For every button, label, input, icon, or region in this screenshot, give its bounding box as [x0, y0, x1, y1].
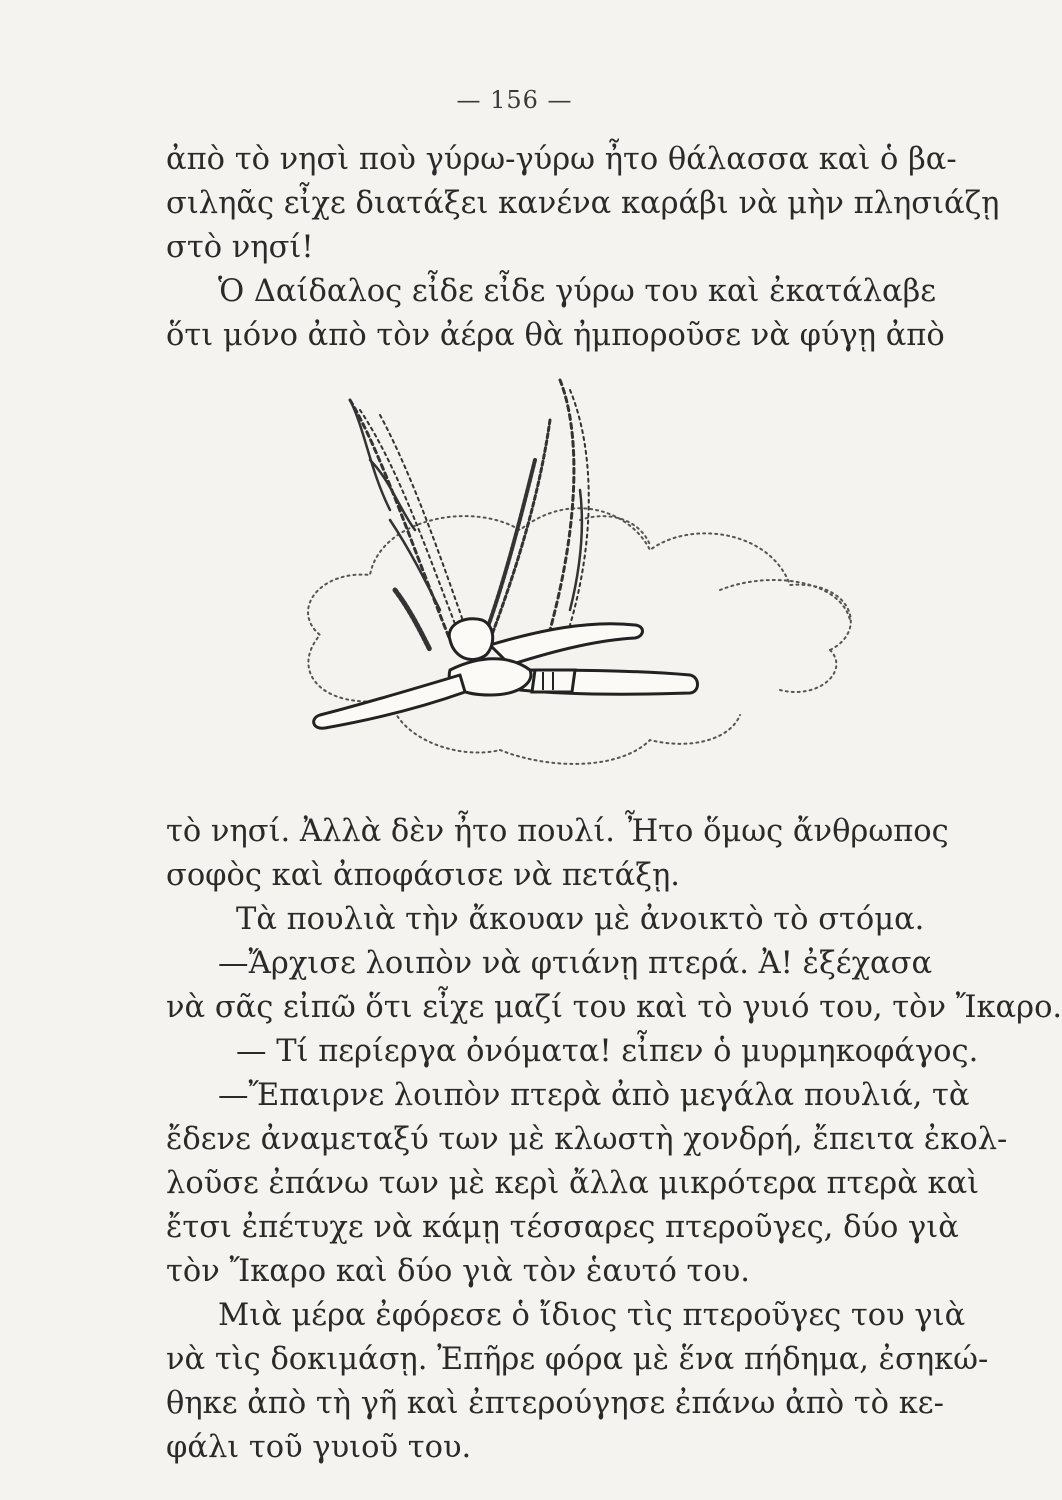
text-line: στὸ νησί!: [166, 230, 314, 265]
text-line: —Ἔπαιρνε λοιπὸν πτερὰ ἀπὸ μεγάλα πουλιά, τὰ: [218, 1078, 970, 1113]
page-number: — 156 —: [456, 86, 573, 114]
text-line: φάλι τοῦ γυιοῦ του.: [166, 1430, 472, 1465]
text-line: σιληᾶς εἶχε διατάξει κανένα καράβι νὰ μὴν πλησιάζῃ: [166, 186, 1000, 221]
text-line: θηκε ἀπὸ τὴ γῆ καὶ ἐπτερούγησε ἐπάνω ἀπὸ τὸ κε-: [166, 1386, 944, 1421]
text-line: λοῦσε ἐπάνω των μὲ κερὶ ἄλλα μικρότερα πτερὰ καὶ: [166, 1166, 980, 1201]
text-line: Ὁ Δαίδαλος εἶδε εἶδε γύρω του καὶ ἐκατάλαβε: [218, 274, 937, 309]
text-line: ὅτι μόνο ἀπὸ τὸν ἀέρα θὰ ἠμποροῦσε νὰ φύγῃ ἀπὸ: [166, 318, 945, 353]
text-line: —Ἄρχισε λοιπὸν νὰ φτιάνῃ πτερά. Ἀ! ἐξέχασα: [218, 946, 933, 981]
winged-man-flying-over-cloud-icon: [250, 370, 890, 790]
text-line: ἔτσι ἐπέτυχε νὰ κάμῃ τέσσαρες πτεροῦγες, δύο γιὰ: [166, 1210, 959, 1245]
text-line: νὰ τὶς δοκιμάσῃ. Ἐπῆρε φόρα μὲ ἕνα πήδημα, ἐσηκώ-: [166, 1342, 989, 1377]
text-line: Μιὰ μέρα ἐφόρεσε ὁ ἴδιος τὶς πτεροῦγες του γιὰ: [218, 1298, 966, 1333]
text-line: τὸν Ἴκαρο καὶ δύο γιὰ τὸν ἑαυτό του.: [166, 1254, 750, 1289]
top-paragraphs: [166, 138, 1000, 358]
text-line: ἀπὸ τὸ νησὶ ποὺ γύρω-γύρω ἦτο θάλασσα καὶ ὁ βα-: [166, 142, 957, 177]
bottom-paragraphs: [166, 810, 1062, 1470]
text-line: τὸ νησί. Ἀλλὰ δὲν ἦτο πουλί. Ἦτο ὅμως ἄνθρωπος: [166, 814, 949, 849]
text-line: Τὰ πουλιὰ τὴν ἄκουαν μὲ ἀνοικτὸ τὸ στόμα.: [236, 902, 925, 937]
text-line: σοφὸς καὶ ἀποφάσισε νὰ πετάξῃ.: [166, 858, 680, 893]
text-line: ἔδενε ἀναμεταξύ των μὲ κλωστὴ χονδρή, ἔπειτα ἐκολ-: [166, 1122, 1008, 1157]
text-line: νὰ σᾶς εἰπῶ ὅτι εἶχε μαζί του καὶ τὸ γυιό του, τὸν Ἴκαρο.: [166, 990, 1062, 1025]
text-line: — Τί περίεργα ὀνόματα! εἶπεν ὁ μυρμηκοφάγος.: [236, 1034, 979, 1069]
